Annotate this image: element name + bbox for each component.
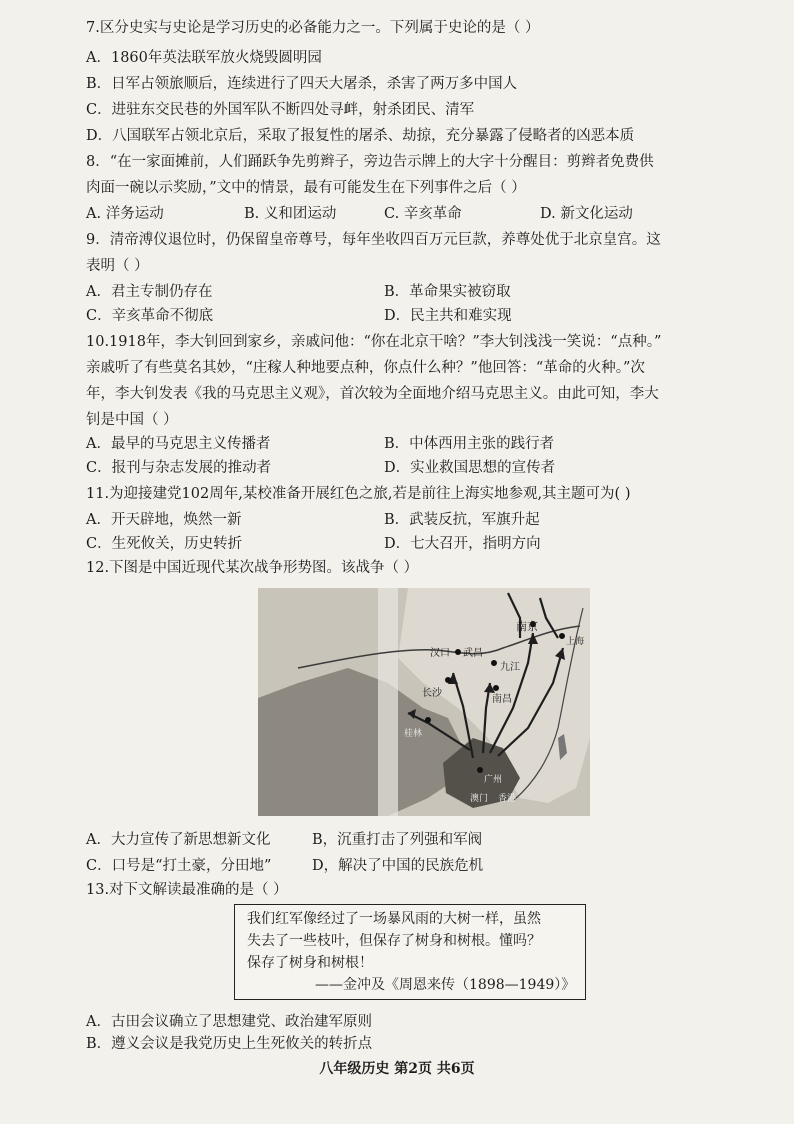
q10-stem-line1: 10.1918年，李大钊回到家乡，亲戚问他：“你在北京干啥？”李大钊浅浅一笑说：“点种。” [86, 334, 662, 350]
q9-stem-line1: 9．清帝溥仪退位时，仍保留皇帝尊号，每年坐收四百万元巨款，养尊处优于北京皇宫。这 [86, 232, 661, 248]
q11-option-c: C．生死攸关，历史转折 [86, 536, 243, 552]
q13-option-b: B．遵义会议是我党历史上生死攸关的转折点 [86, 1036, 373, 1052]
q8-stem-line2: 肉面一碗以示奖励，”文中的情景，最有可能发生在下列事件之后（ ） [86, 180, 526, 196]
map-label-changsha: 长沙 [422, 688, 442, 699]
map-label-nanchang: 南昌 [492, 694, 512, 705]
q11-option-a: A．开天辟地，焕然一新 [86, 512, 242, 528]
q11-option-d: D．七大召开，指明方向 [384, 536, 541, 552]
q8-option-c: C. 辛亥革命 [384, 206, 462, 222]
q12-option-a: A．大力宣传了新思想新文化 [86, 832, 271, 848]
q8-option-b: B. 义和团运动 [244, 206, 337, 222]
q9-option-b: B．革命果实被窃取 [384, 284, 511, 300]
q13-stem: 13.对下文解读最准确的是（ ） [86, 882, 288, 898]
city-marker-shanghai [559, 633, 565, 639]
q12-option-b: B，沉重打击了列强和军阀 [312, 832, 483, 848]
q9-stem-line2: 表明（ ） [86, 258, 149, 274]
quote-box [234, 904, 586, 1000]
q11-option-b: B．武装反抗，军旗升起 [384, 512, 540, 528]
q9-option-c: C．辛亥革命不彻底 [86, 308, 214, 324]
q12-option-c: C．口号是“打土豪，分田地” [86, 858, 272, 874]
q10-stem-line4: 钊是中国（ ） [86, 412, 178, 428]
map-label-jiujiang: 九江 [500, 662, 520, 673]
q9-option-d: D．民主共和难实现 [384, 308, 512, 324]
city-marker-guilin [425, 717, 431, 723]
map-label-guangzhou: 广州 [484, 775, 503, 785]
q10-option-b: B．中体西用主张的践行者 [384, 436, 555, 452]
quote-source: ——金冲及《周恩来传（1898—1949）》 [315, 977, 576, 993]
q10-stem-line3: 年，李大钊发表《我的马克思主义观》，首次较为全面地介绍马克思主义。由此可知，李大 [86, 386, 659, 402]
q7-option-a: A．1860年英法联军放火烧毁圆明园 [86, 50, 322, 66]
q7-stem: 7.区分史实与史论是学习历史的必备能力之一。下列属于史论的是（ ） [86, 20, 540, 36]
q12-option-d: D，解决了中国的民族危机 [312, 858, 484, 874]
map-graphic [258, 588, 590, 816]
war-situation-map [258, 588, 590, 816]
q7-option-c: C．进驻东交民巷的外国军队不断四处寻衅，射杀团民、清军 [86, 102, 475, 118]
map-label-hongkong: 香港 [498, 794, 517, 804]
q8-option-d: D. 新文化运动 [540, 206, 633, 222]
city-marker-changsha [445, 677, 451, 683]
map-label-macau: 澳门 [470, 794, 489, 804]
q9-option-a: A．君主专制仍存在 [86, 284, 213, 300]
quote-line1: 我们红军像经过了一场暴风雨的大树一样，虽然 [247, 911, 541, 927]
map-label-shanghai: 上海 [566, 637, 585, 647]
q10-option-d: D．实业救国思想的宣传者 [384, 460, 556, 476]
city-marker-guangzhou [477, 767, 483, 773]
city-marker-wuchang [455, 649, 461, 655]
q10-option-a: A．最早的马克思主义传播者 [86, 436, 271, 452]
city-marker-jiujiang [491, 660, 497, 666]
quote-line3: 保存了树身和树根！ [247, 955, 373, 971]
quote-line2: 失去了一些枝叶，但保存了树身和树根。懂吗？ [247, 933, 541, 949]
q13-option-a: A．古田会议确立了思想建党、政治建军原则 [86, 1014, 372, 1030]
q11-stem: 11.为迎接建党102周年,某校准备开展红色之旅,若是前往上海实地参观,其主题可为( ) [86, 486, 631, 502]
map-label-nanjing: 南京 [516, 620, 538, 633]
map-label-wuchang: 武昌 [463, 648, 483, 659]
page-footer: 八年级历史 第2页 共6页 [319, 1061, 475, 1077]
q10-stem-line2: 亲戚听了有些莫名其妙，“庄稼人种地要点种，你点什么种？”他回答：“革命的火种。”次 [86, 360, 645, 376]
q10-option-c: C．报刊与杂志发展的推动者 [86, 460, 272, 476]
q12-stem: 12.下图是中国近现代某次战争形势图。该战争（ ） [86, 560, 419, 576]
q7-option-b: B．日军占领旅顺后，连续进行了四天大屠杀，杀害了两万多中国人 [86, 76, 518, 92]
q7-option-d: D．八国联军占领北京后，采取了报复性的屠杀、劫掠，充分暴露了侵略者的凶恶本质 [86, 128, 635, 144]
map-label-guilin: 桂林 [404, 729, 423, 739]
q8-stem-line1: 8．“在一家面摊前，人们踊跃争先剪辫子，旁边告示牌上的大字十分醒目：剪辫者免费供 [86, 154, 654, 170]
map-label-hankou: 汉口 [430, 648, 450, 659]
q8-option-a: A. 洋务运动 [86, 206, 164, 222]
